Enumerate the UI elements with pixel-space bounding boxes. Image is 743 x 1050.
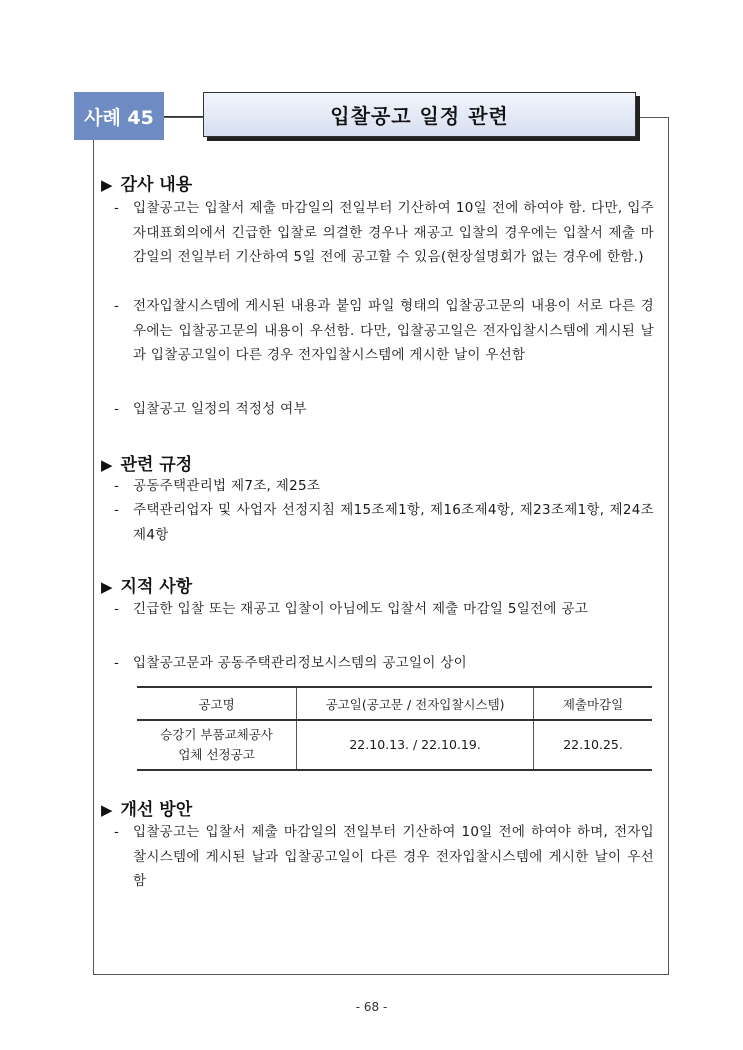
dash-marker: -	[114, 502, 119, 518]
audit-item-text: 입찰공고 일정의 적정성 여부	[133, 401, 307, 417]
deadline-cell: 22.10.25.	[534, 720, 652, 770]
audit-item-3	[114, 397, 654, 422]
section-regulations-heading	[101, 450, 192, 475]
audit-item-text: 전자입찰시스템에 게시된 내용과 붙임 파일 형태의 입찰공고문의 내용이 서로 다른 경우에는 입찰공고문의 내용이 우선함. 다만, 입찰공고일은 전자입찰시스템에 게시된 날과 입찰공고일이 다른 경우 전자입찰시스템에 게시한 날이 우선함	[133, 298, 654, 363]
section-findings-heading	[101, 572, 192, 597]
case-number-badge: 사례 45	[74, 92, 164, 140]
page-number: - 68 -	[355, 1000, 388, 1014]
triangle-bullet-icon: ▶	[101, 176, 113, 194]
triangle-bullet-icon: ▶	[101, 578, 113, 596]
column-header: 공고명	[198, 696, 235, 712]
improvement-item-text: 입찰공고는 입찰서 제출 마감일의 전일부터 기산하여 10일 전에 하여야 하며, 전자입찰시스템에 게시된 날과 입찰공고일이 다른 경우 전자입찰시스템에 게시한 날이 우선함	[133, 824, 654, 889]
section-improvement-heading	[101, 795, 192, 820]
finding-item-text: 긴급한 입찰 또는 재공고 입찰이 아님에도 입찰서 제출 마감일 5일전에 공고	[133, 601, 589, 617]
regulation-item-1	[114, 474, 654, 499]
announcement-table	[137, 686, 652, 771]
dash-marker: -	[114, 655, 119, 671]
regulation-item-text: 주택관리업자 및 사업자 선정지침 제15조제1항, 제16조제4항, 제23조제1항, 제24조제4항	[133, 502, 654, 543]
announcement-date-cell: 22.10.13. / 22.10.19.	[297, 720, 534, 770]
dash-marker: -	[114, 601, 119, 617]
announcement-name-line2: 업체 선정공고	[178, 747, 255, 762]
audit-item-2	[114, 294, 654, 368]
dash-marker: -	[114, 824, 119, 840]
triangle-bullet-icon: ▶	[101, 456, 113, 474]
triangle-bullet-icon: ▶	[101, 801, 113, 819]
dash-marker: -	[114, 200, 119, 216]
announcement-name-line1: 승강기 부품교체공사	[160, 727, 273, 742]
dash-marker: -	[114, 298, 119, 314]
audit-item-text: 입찰공고는 입찰서 제출 마감일의 전일부터 기산하여 10일 전에 하여야 함. 다만, 입주자대표회의에서 긴급한 입찰로 의결한 경우나 재공고 입찰의 경우에는 입찰서 제출 마감일의 전일부터 기산하여 5일 전에 공고할 수 있음(현장설명회가 없는 경우에 한함.)	[133, 200, 654, 265]
case-title: 입찰공고 일정 관련	[203, 92, 636, 137]
section-audit-heading	[101, 170, 192, 195]
section-audit-title: 감사 내용	[120, 175, 193, 195]
table-row	[137, 720, 652, 770]
improvement-item-1	[114, 820, 654, 894]
audit-item-1	[114, 196, 654, 270]
section-improvement-title: 개선 방안	[120, 800, 193, 820]
section-regulations-title: 관련 규정	[120, 455, 193, 475]
column-header: 제출마감일	[534, 687, 652, 720]
dash-marker: -	[114, 478, 119, 494]
title-connector-line	[164, 116, 204, 117]
dash-marker: -	[114, 401, 119, 417]
finding-item-text: 입찰공고문과 공동주택관리정보시스템의 공고일이 상이	[133, 655, 467, 671]
column-header: 공고일(공고문 / 전자입찰시스템)	[297, 687, 534, 720]
announcement-name-cell	[137, 720, 297, 770]
section-findings-title: 지적 사항	[120, 577, 193, 597]
regulation-item-text: 공동주택관리법 제7조, 제25조	[133, 478, 321, 494]
finding-item-2	[114, 651, 654, 676]
regulation-item-2	[114, 498, 654, 547]
table-header-row	[137, 687, 652, 720]
finding-item-1	[114, 597, 654, 622]
